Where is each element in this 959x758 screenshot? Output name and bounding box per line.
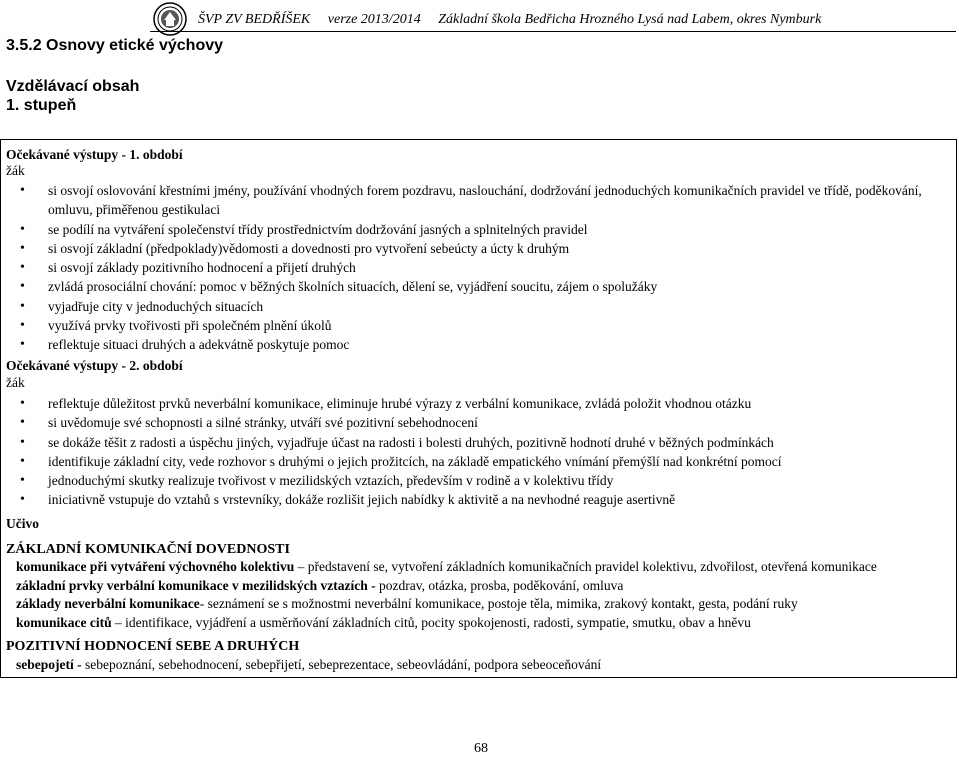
- program-version: verze 2013/2014: [327, 12, 421, 27]
- list-item: • iniciativně vstupuje do vztahů s vrstevníky, dokáže rozlišit jejich nabídky k aktivitě a na nevhodné reaguje asertivně: [0, 490, 930, 509]
- topic1-line: základní prvky verbální komunikace v mezilidských vztazích - pozdrav, otázka, prosba, poděkování, omluva: [16, 577, 624, 593]
- topic1-line: základy neverbální komunikace- seznámení se s možnostmi neverbální komunikace, postoje těla, mimika, zrakový kontakt, gesta, podání ruky: [16, 596, 798, 611]
- topic2-line: sebepojetí - sebepoznání, sebehodnocení, sebepřijetí, sebeprezentace, sebeovládání, podpora sebeoceňování: [16, 657, 602, 672]
- period2-subject: žák: [6, 375, 25, 390]
- content-title-line1: Vzdělávací obsah: [6, 78, 140, 95]
- period2-heading: Očekávané výstupy - 2. období: [6, 358, 183, 373]
- period1-list: [0, 181, 930, 355]
- list-item: • si osvojí základy pozitivního hodnocení a přijetí druhých: [0, 258, 930, 277]
- period2-list: [0, 394, 930, 510]
- list-item: • se dokáže těšit z radosti a úspěchu jiných, vyjadřuje účast na radosti i bolesti druhých, pozitivně hodnotí druhé v běžných podmínkách: [0, 433, 930, 452]
- list-item: • si uvědomuje své schopnosti a silné stránky, utváří své pozitivní sebehodnocení: [0, 413, 930, 432]
- list-item: • využívá prvky tvořivosti při společném plnění úkolů: [0, 316, 930, 335]
- period1-heading: Očekávané výstupy - 1. období: [6, 147, 183, 162]
- topic1-line: komunikace citů – identifikace, vyjádření a usměrňování základních citů, pocity spokojenosti, radosti, sympatie, smutku, obav a hněvu: [16, 614, 751, 630]
- topic1-body: [16, 558, 946, 632]
- topic1-line: komunikace při vytváření výchovného kolektivu – představení se, vytvoření základních komunikačních pravidel kolektivu, zdvořilost, otevřená komunikace: [16, 559, 877, 574]
- program-name: ŠVP ZV BEDŘÍŠEK: [198, 12, 311, 27]
- content-title-line2: 1. stupeň: [6, 97, 77, 114]
- page-header: [198, 12, 938, 28]
- list-item: • jednoduchými skutky realizuje tvořivost v mezilidských vztazích, především v rodině a v kolektivu třídy: [0, 471, 930, 490]
- topic1-title: ZÁKLADNÍ KOMUNIKAČNÍ DOVEDNOSTI: [6, 542, 290, 557]
- ucivo-label: Učivo: [6, 516, 39, 531]
- list-item: • vyjadřuje city v jednoduchých situacích: [0, 297, 930, 316]
- content-title: [6, 77, 139, 115]
- topic2-title: POZITIVNÍ HODNOCENÍ SEBE A DRUHÝCH: [6, 639, 300, 654]
- list-item: • si osvojí oslovování křestními jmény, používání vhodných forem pozdravu, naslouchání, dodržování jednoduchých komunikačních pravidel ve třídě, poděkování, omluvu, přiměřenou gestikulaci: [0, 181, 930, 220]
- period1-subject: žák: [6, 163, 25, 178]
- section-title: 3.5.2 Osnovy etické výchovy: [6, 37, 224, 54]
- list-item: • reflektuje situaci druhých a adekvátně poskytuje pomoc: [0, 335, 930, 354]
- school-name: Základní škola Bedřicha Hrozného Lysá nad Labem, okres Nymburk: [438, 12, 822, 27]
- list-item: • zvládá prosociální chování: pomoc v běžných školních situacích, dělení se, vyjádření soucitu, zájem o spolužáky: [0, 277, 930, 296]
- page-number: 68: [474, 741, 488, 756]
- header-divider: [150, 31, 956, 32]
- list-item: • se podílí na vytváření společenství třídy prostřednictvím dodržování jasných a splnitelných pravidel: [0, 220, 930, 239]
- list-item: • si osvojí základní (předpoklady)vědomosti a dovednosti pro vytvoření sebeúcty a úcty k druhým: [0, 239, 930, 258]
- topic2-body: [16, 656, 946, 675]
- list-item: • reflektuje důležitost prvků neverbální komunikace, eliminuje hrubé výrazy z verbální komunikace, zvládá položit vhodnou otázku: [0, 394, 930, 413]
- list-item: • identifikuje základní city, vede rozhovor s druhými o jejich prožitcích, na základě empatického vnímání přemýšlí nad konkrétní pomocí: [0, 452, 930, 471]
